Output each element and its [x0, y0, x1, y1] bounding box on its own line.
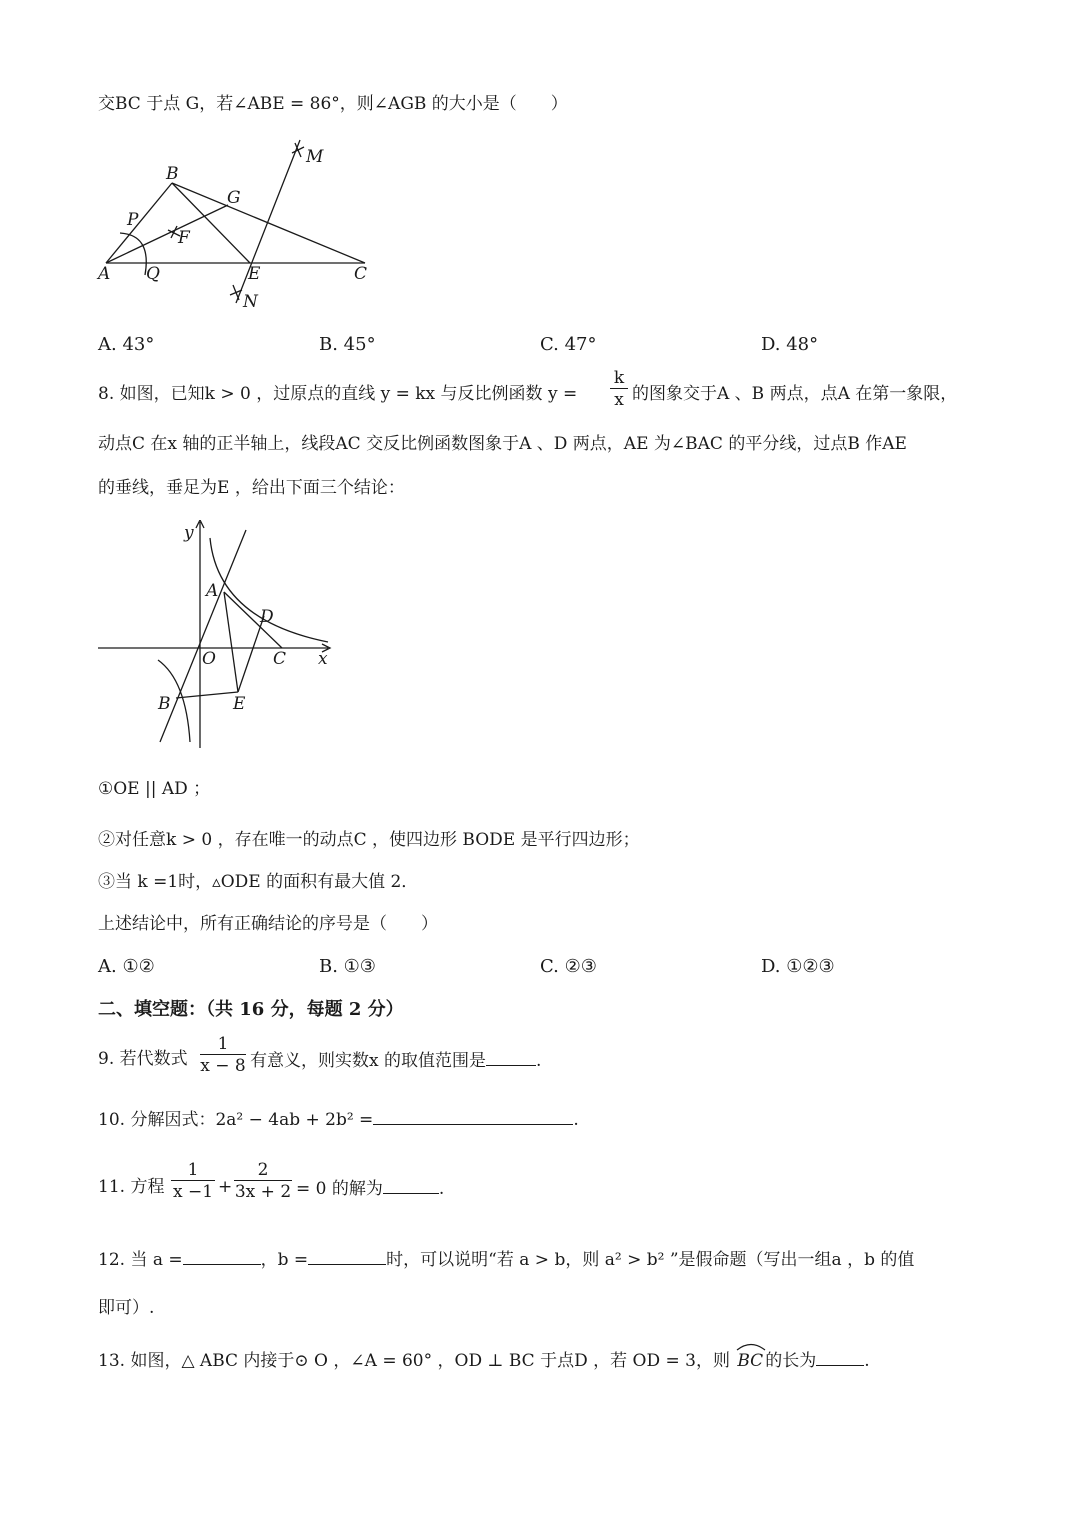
q11-frac1-num: 1 [187, 1160, 199, 1180]
q11-prefix: 11. 方程 [98, 1177, 165, 1197]
q13-line [98, 1347, 870, 1373]
q11-frac2-num: 2 [257, 1160, 269, 1180]
q7-label-m: M [306, 147, 324, 167]
q13-arc-label: BC [737, 1351, 764, 1371]
q7-label-f: F [178, 228, 190, 248]
q8-line3: 的垂线，垂足为E ，给出下面三个结论： [98, 478, 405, 498]
q11-fraction-1 [171, 1160, 215, 1203]
q10-end: . [573, 1110, 579, 1130]
q8-option-c[interactable]: C. ②③ [540, 956, 597, 977]
q9-end: . [536, 1051, 542, 1071]
q7-intro: 交BC 于点 G，若∠ABE = 86°，则∠AGB 的大小是（ ） [98, 94, 568, 114]
q7-label-g: G [227, 188, 241, 208]
q8-label-d: D [260, 607, 274, 627]
q11-fraction-2 [234, 1160, 292, 1203]
q8-conclusion-3: ③当 k =1时，▵ODE 的面积有最大值 2． [98, 872, 419, 892]
q8-line1-a: 8. 如图，已知k > 0 ，过原点的直线 y = kx 与反比例函数 y = [98, 384, 578, 404]
q9-text: 有意义，则实数x 的取值范围是 [250, 1051, 486, 1071]
q7-label-c: C [354, 264, 368, 284]
q7-option-d[interactable]: D. 48° [761, 334, 819, 355]
q8-option-d[interactable]: D. ①②③ [761, 956, 835, 977]
q7-option-c[interactable]: C. 47° [540, 334, 597, 355]
q8-label-e: E [233, 694, 246, 714]
q8-label-c: C [273, 649, 287, 669]
q11-plus: + [218, 1177, 233, 1197]
q12-text-a: 12. 当 a = [98, 1250, 183, 1270]
q7-option-a[interactable]: A. 43° [98, 334, 155, 355]
q8-option-a[interactable]: A. ①② [98, 956, 155, 977]
q13-answer-blank[interactable] [816, 1347, 864, 1366]
q13-text-b: 的长为 [765, 1351, 817, 1371]
q11-frac2-den: 3x + 2 [234, 1182, 292, 1202]
q11-frac1-den: x −1 [172, 1182, 214, 1202]
q12-blank-a[interactable] [183, 1246, 261, 1265]
q7-label-b: B [166, 164, 179, 184]
q11-suffix [296, 1175, 444, 1201]
q12-blank-b[interactable] [308, 1246, 386, 1265]
q8-frac-den: x [614, 390, 624, 410]
q8-label-y: y [184, 523, 194, 543]
q10-answer-blank[interactable] [373, 1106, 573, 1125]
q8-label-a: A [206, 581, 219, 601]
q8-question: 上述结论中，所有正确结论的序号是（ ） [98, 914, 438, 934]
q8-fraction [610, 368, 628, 411]
q10-line [98, 1106, 579, 1132]
q8-figure [96, 520, 346, 752]
q7-label-n: N [243, 292, 258, 312]
q12-text-b: ，b = [260, 1250, 309, 1270]
q8-label-b: B [158, 694, 171, 714]
q11-end: . [438, 1179, 445, 1199]
q9-fraction [200, 1034, 246, 1077]
q8-label-x: x [318, 649, 328, 669]
q8-option-b[interactable]: B. ①③ [319, 956, 376, 977]
q7-figure [90, 135, 390, 315]
q9-prefix: 9. 若代数式 [98, 1049, 188, 1069]
q7-option-b[interactable]: B. 45° [319, 334, 376, 355]
q9-answer-blank[interactable] [486, 1047, 536, 1066]
q8-conclusion-2: ②对任意k > 0 ，存在唯一的动点C ，使四边形 BODE 是平行四边形； [98, 830, 640, 850]
q9-frac-num: 1 [217, 1034, 229, 1054]
q8-frac-num: k [613, 368, 625, 388]
q12-line2: 即可）. [98, 1298, 155, 1318]
q13-end: . [864, 1351, 870, 1371]
q7-label-e: E [248, 264, 261, 284]
q13-text: 13. 如图，△ ABC 内接于⊙ O ，∠A = 60° ，OD ⊥ BC 于点D ，若 OD = 3，则 [98, 1351, 730, 1371]
section-heading: 二、填空题：（共 16 分，每题 2 分） [98, 999, 404, 1020]
q8-line2: 动点C 在x 轴的正半轴上，线段AC 交反比例函数图象于A 、D 两点，AE 为∠BAC 的平分线，过点B 作AE [98, 434, 907, 454]
q9-suffix [250, 1047, 541, 1073]
q11-text: = 0 的解为 [296, 1179, 383, 1199]
q12-line1 [98, 1246, 914, 1272]
q10-text: 10. 分解因式：2a² − 4ab + 2b² = [98, 1110, 374, 1130]
q12-text-c: 时，可以说明“若 a > b，则 a² > b² ”是假命题（写出一组a ，b 的值 [386, 1250, 915, 1270]
q8-line1-b: 的图象交于A 、B 两点，点A 在第一象限， [632, 384, 958, 404]
q7-label-q: Q [146, 264, 160, 284]
q7-label-a: A [98, 264, 111, 284]
q8-conclusion-1: ①OE || AD ； [98, 779, 211, 799]
q13-arc-bc [735, 1349, 765, 1373]
q9-frac-den: x − 8 [200, 1056, 246, 1076]
q11-answer-blank[interactable] [383, 1175, 439, 1194]
q7-label-p: P [127, 210, 139, 230]
q8-label-o: O [202, 649, 216, 669]
